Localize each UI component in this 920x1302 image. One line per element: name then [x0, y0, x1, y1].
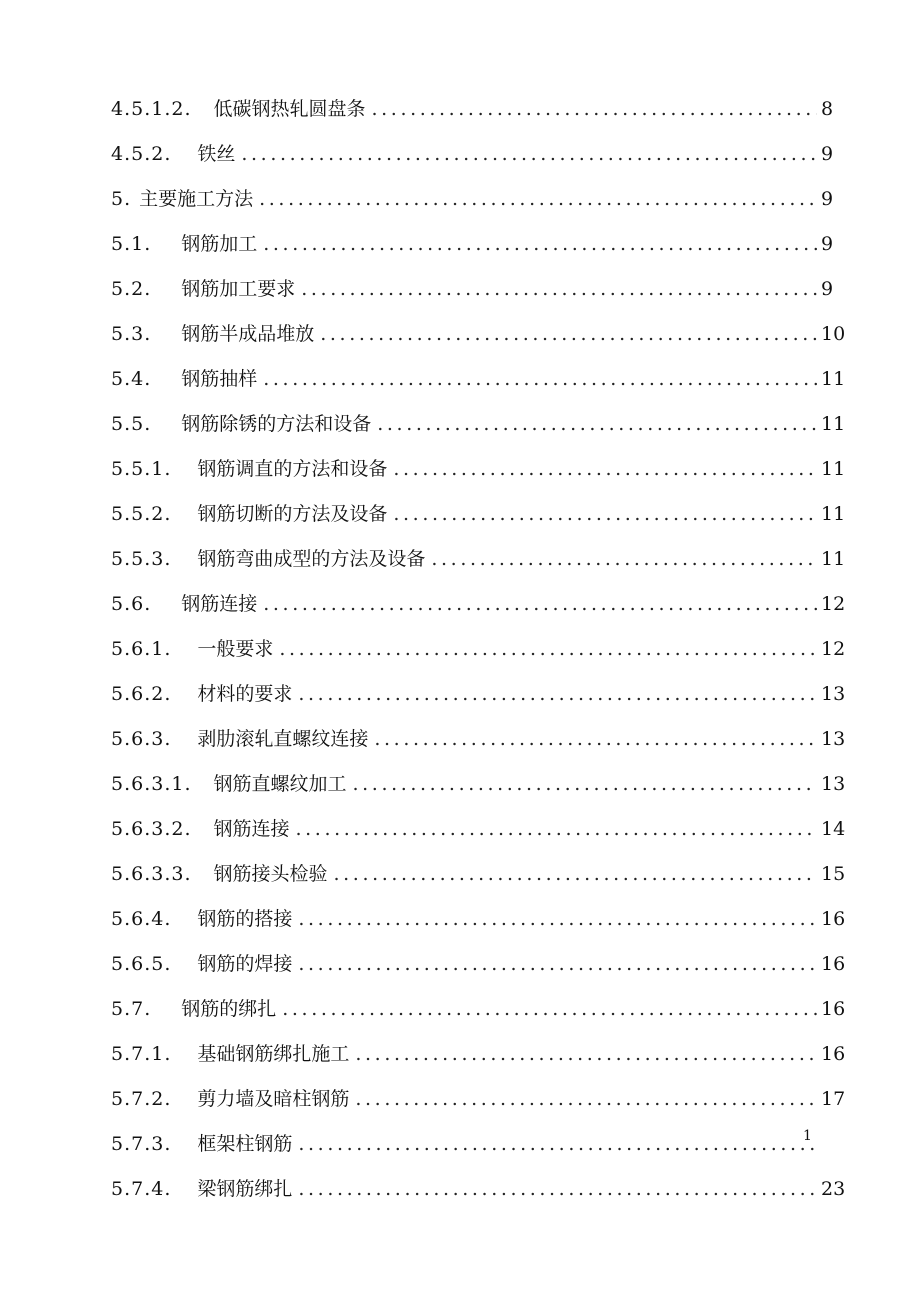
toc-entry-number: 4.5.1.2.	[111, 98, 192, 120]
toc-entry-number: 5.6.3.	[111, 728, 172, 750]
toc-entry-page: 12	[821, 593, 846, 615]
toc-dot-leader	[298, 679, 817, 709]
toc-entry-title: 梁钢筋绑扎	[197, 1178, 293, 1200]
toc-entry[interactable]	[111, 229, 833, 274]
toc-entry[interactable]	[111, 1039, 846, 1084]
toc-entry[interactable]	[111, 1129, 833, 1174]
toc-entry-title: 钢筋连接	[181, 593, 258, 615]
toc-entry-number: 5.6.3.1.	[111, 773, 192, 795]
toc-entry-page: 11	[821, 368, 846, 390]
toc-entry[interactable]	[111, 94, 833, 139]
toc-entry-title: 基础钢筋绑扎施工	[197, 1043, 350, 1065]
toc-entry[interactable]	[111, 949, 846, 994]
toc-entry-title: 钢筋连接	[213, 818, 290, 840]
toc-entry-number: 5.6.4.	[111, 908, 172, 930]
toc-entry-number: 5.7.	[111, 998, 152, 1020]
toc-entry[interactable]	[111, 364, 846, 409]
toc-dot-leader	[298, 904, 817, 934]
toc-entry-title: 钢筋除锈的方法和设备	[181, 413, 372, 435]
toc-entry-title: 低碳钢热轧圆盘条	[213, 98, 366, 120]
toc-entry-page: 11	[821, 413, 846, 435]
toc-entry-number: 5.5.	[111, 413, 152, 435]
toc-entry-page: 10	[821, 323, 846, 345]
toc-entry-title: 钢筋半成品堆放	[181, 323, 315, 345]
toc-entry-title: 主要施工方法	[139, 188, 254, 210]
toc-dot-leader	[320, 319, 817, 349]
toc-dot-leader	[393, 454, 817, 484]
toc-entry-page: 13	[821, 773, 846, 795]
toc-entry[interactable]	[111, 589, 846, 634]
toc-entry-number: 5.5.3.	[111, 548, 172, 570]
toc-entry-page: 8	[821, 98, 834, 120]
toc-dot-leader	[263, 589, 817, 619]
toc-entry-page: 16	[821, 908, 846, 930]
toc-entry[interactable]	[111, 679, 846, 724]
toc-entry-title: 钢筋切断的方法及设备	[197, 503, 388, 525]
toc-entry-title: 钢筋的焊接	[197, 953, 293, 975]
toc-entry-number: 5.2.	[111, 278, 152, 300]
toc-entry-number: 5.7.1.	[111, 1043, 172, 1065]
toc-dot-leader	[393, 499, 817, 529]
toc-dot-leader	[259, 184, 817, 214]
toc-entry-title: 剥肋滚轧直螺纹连接	[197, 728, 369, 750]
toc-entry-title: 材料的要求	[197, 683, 293, 705]
toc-entry[interactable]	[111, 634, 846, 679]
toc-entry-number: 5.6.5.	[111, 953, 172, 975]
toc-entry-title: 钢筋直螺纹加工	[213, 773, 347, 795]
toc-entry-number: 5.6.1.	[111, 638, 172, 660]
toc-entry[interactable]	[111, 814, 846, 859]
toc-entry[interactable]	[111, 904, 846, 949]
toc-entry-number: 5.7.2.	[111, 1088, 172, 1110]
toc-entry-number: 5.7.3.	[111, 1133, 172, 1155]
toc-entry-page: 17	[821, 1088, 846, 1110]
toc-dot-leader	[241, 139, 817, 169]
toc-entry[interactable]	[111, 769, 846, 814]
toc-entry-number: 5.6.3.3.	[111, 863, 192, 885]
toc-dot-leader	[282, 994, 817, 1024]
toc-dot-leader	[377, 409, 817, 439]
toc-entry-page: 13	[821, 728, 846, 750]
toc-entry[interactable]	[111, 184, 833, 229]
toc-dot-leader	[374, 724, 817, 754]
toc-entry-title: 钢筋的绑扎	[181, 998, 277, 1020]
toc-entry[interactable]	[111, 319, 846, 364]
toc-entry-number: 5.4.	[111, 368, 152, 390]
toc-entry-number: 5.5.2.	[111, 503, 172, 525]
toc-entry-title: 钢筋加工	[181, 233, 258, 255]
toc-entry-page: 9	[821, 188, 834, 210]
toc-entry-number: 5.3.	[111, 323, 152, 345]
toc-entry-title: 钢筋的搭接	[197, 908, 293, 930]
toc-dot-leader	[353, 769, 817, 799]
toc-dot-leader	[372, 94, 817, 124]
toc-dot-leader	[263, 364, 817, 394]
toc-entry-number: 5.6.	[111, 593, 152, 615]
toc-entry[interactable]	[111, 724, 846, 769]
toc-entry-page: 16	[821, 1043, 846, 1065]
toc-dot-leader	[298, 949, 817, 979]
toc-entry[interactable]	[111, 544, 846, 589]
toc-entry[interactable]	[111, 1174, 846, 1219]
toc-entry-page: 11	[821, 548, 846, 570]
toc-entry[interactable]	[111, 409, 846, 454]
toc-entry-page: 14	[821, 818, 846, 840]
toc-entry-page: 16	[821, 953, 846, 975]
toc-entry[interactable]	[111, 859, 846, 904]
toc-dot-leader	[298, 1174, 817, 1204]
toc-entry-number: 5.6.3.2.	[111, 818, 192, 840]
toc-entry-number: 5.	[111, 188, 132, 210]
toc-dot-leader	[334, 859, 817, 889]
toc-dot-leader	[431, 544, 817, 574]
toc-entry[interactable]	[111, 1084, 846, 1129]
toc-entry-number: 5.5.1.	[111, 458, 172, 480]
toc-entry-page: 11	[821, 458, 846, 480]
toc-entry-page: 9	[821, 143, 834, 165]
toc-entry-page: 13	[821, 683, 846, 705]
toc-entry-page: 15	[821, 863, 846, 885]
toc-dot-leader	[355, 1084, 817, 1114]
toc-dot-leader	[298, 1129, 817, 1159]
toc-entry-title: 剪力墙及暗柱钢筋	[197, 1088, 350, 1110]
toc-dot-leader	[296, 814, 817, 844]
toc-entry-page: 9	[821, 233, 834, 255]
toc-entry-page: 23	[821, 1178, 846, 1200]
toc-entry-title: 钢筋弯曲成型的方法及设备	[197, 548, 426, 570]
toc-entry[interactable]	[111, 994, 846, 1039]
toc-entry-title: 钢筋接头检验	[213, 863, 328, 885]
toc-entry[interactable]	[111, 499, 846, 544]
toc-entry-page: 11	[821, 503, 846, 525]
toc-dot-leader	[301, 274, 817, 304]
toc-entry[interactable]	[111, 274, 833, 319]
toc-entry-title: 铁丝	[197, 143, 236, 165]
toc-entry-title: 钢筋加工要求	[181, 278, 296, 300]
toc-entry-number: 5.6.2.	[111, 683, 172, 705]
toc-entry-title: 一般要求	[197, 638, 274, 660]
toc-entry[interactable]	[111, 139, 833, 184]
table-of-contents	[111, 94, 846, 1219]
toc-entry-number: 5.1.	[111, 233, 152, 255]
toc-dot-leader	[263, 229, 817, 259]
toc-list	[111, 94, 846, 1219]
toc-entry-page: 12	[821, 638, 846, 660]
toc-entry[interactable]	[111, 454, 846, 499]
toc-entry-title: 钢筋抽样	[181, 368, 258, 390]
toc-entry-title: 钢筋调直的方法和设备	[197, 458, 388, 480]
toc-entry-number: 4.5.2.	[111, 143, 172, 165]
toc-dot-leader	[355, 1039, 817, 1069]
toc-entry-title: 框架柱钢筋	[197, 1133, 293, 1155]
toc-entry-page: 9	[821, 278, 834, 300]
page-number: 1	[803, 1128, 812, 1144]
toc-entry-number: 5.7.4.	[111, 1178, 172, 1200]
toc-entry-page: 16	[821, 998, 846, 1020]
toc-dot-leader	[279, 634, 817, 664]
